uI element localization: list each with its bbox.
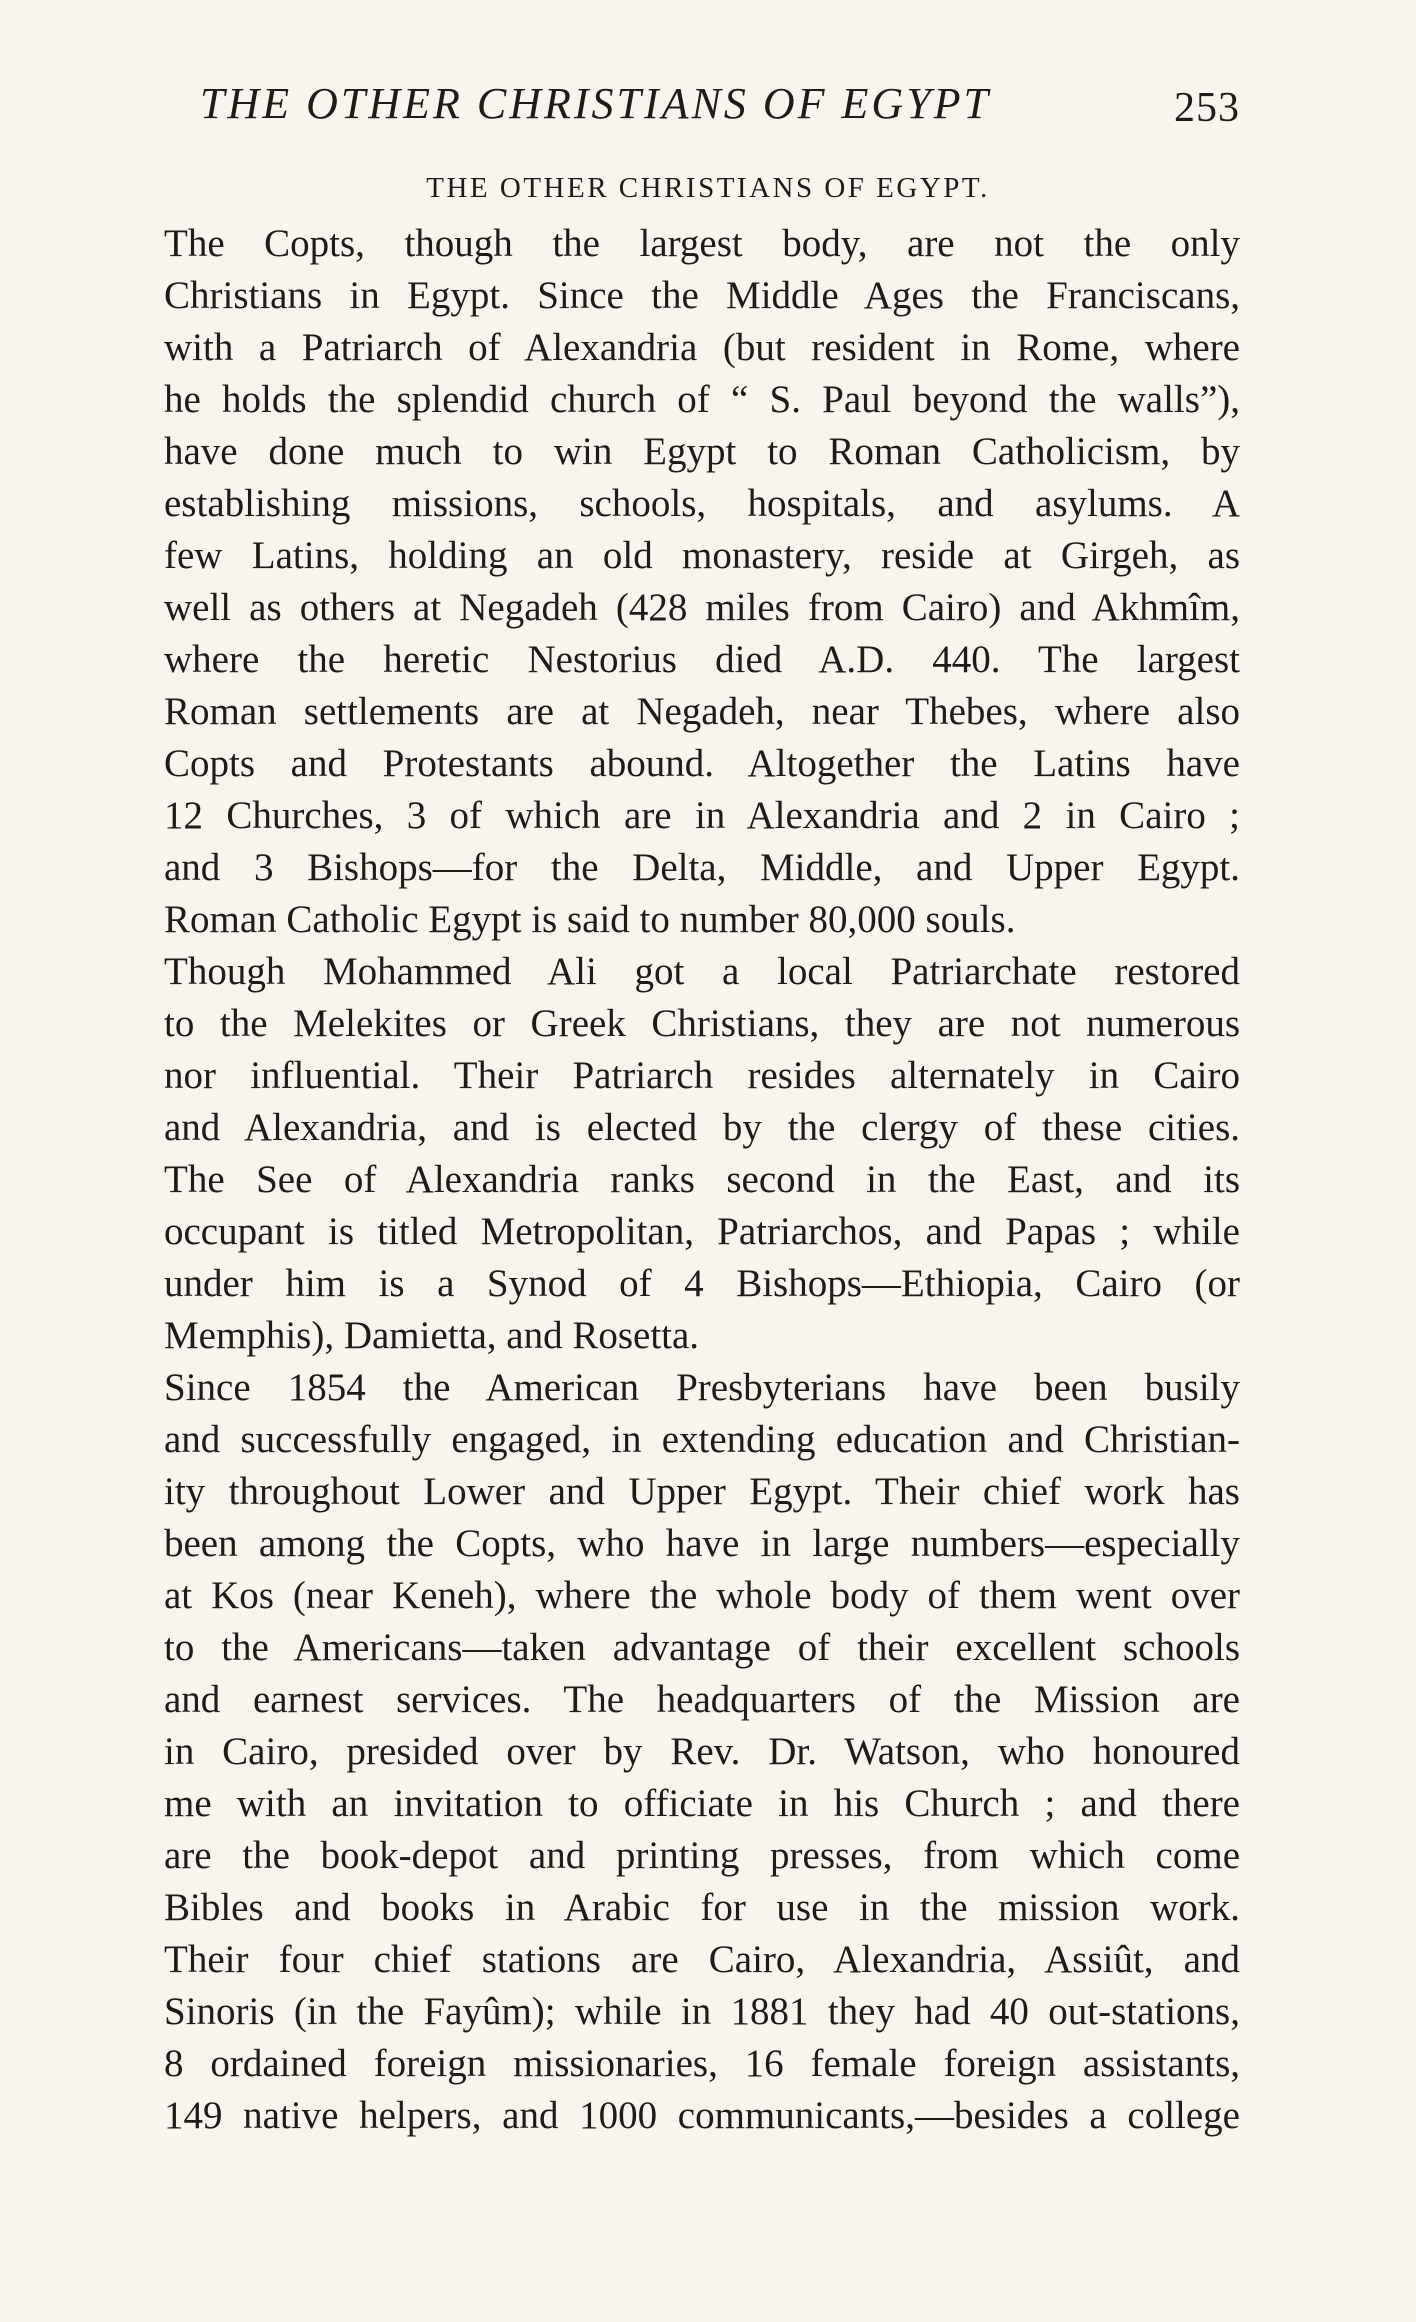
text-line: Roman Catholic Egypt is said to number 80,000 souls. xyxy=(164,898,1016,941)
paragraph-presbyterians xyxy=(80,1362,1240,2142)
text-line: Their four chief stations are Cairo, Alexandria, Assiût, and xyxy=(164,1938,1240,1981)
text-line: and Alexandria, and is elected by the clergy of these cities. xyxy=(164,1106,1240,1149)
text-line: with a Patriarch of Alexandria (but resident in Rome, where xyxy=(164,326,1240,369)
text-line: The Copts, though the largest body, are not the only xyxy=(164,222,1240,265)
text-line: me with an invitation to officiate in his Church ; and there xyxy=(164,1782,1240,1825)
text-line: and 3 Bishops—for the Delta, Middle, and Upper Egypt. xyxy=(164,846,1240,889)
text-line: in Cairo, presided over by Rev. Dr. Watson, who honoured xyxy=(164,1730,1240,1773)
text-line: 149 native helpers, and 1000 communicants,—besides a college xyxy=(164,2094,1240,2137)
text-line: Bibles and books in Arabic for use in the mission work. xyxy=(164,1886,1240,1929)
text-line: Christians in Egypt. Since the Middle Ages the Franciscans, xyxy=(164,274,1240,317)
text-line: are the book-depot and printing presses, from which come xyxy=(164,1834,1240,1877)
paragraph-melekites xyxy=(80,946,1240,1362)
text-line: Sinoris (in the Fayûm); while in 1881 they had 40 out-stations, xyxy=(164,1990,1240,2033)
text-line: The See of Alexandria ranks second in the East, and its xyxy=(164,1158,1240,1201)
text-line: well as others at Negadeh (428 miles from Cairo) and Akhmîm, xyxy=(164,586,1240,629)
text-line: Roman settlements are at Negadeh, near Thebes, where also xyxy=(164,690,1240,733)
text-line: been among the Copts, who have in large numbers—especially xyxy=(164,1522,1240,1565)
text-line: Memphis), Damietta, and Rosetta. xyxy=(164,1314,700,1357)
body-text xyxy=(80,218,1240,2142)
running-title: THE OTHER CHRISTIANS OF EGYPT xyxy=(200,79,992,128)
text-line: 12 Churches, 3 of which are in Alexandria and 2 in Cairo ; xyxy=(164,794,1240,837)
text-line: Copts and Protestants abound. Altogether the Latins have xyxy=(164,742,1240,785)
text-line: to the Melekites or Greek Christians, they are not numerous xyxy=(164,1002,1240,1045)
text-line: and earnest services. The headquarters of the Mission are xyxy=(164,1678,1240,1721)
text-line: few Latins, holding an old monastery, reside at Girgeh, as xyxy=(164,534,1240,577)
paragraph-latins xyxy=(80,218,1240,946)
text-line: and successfully engaged, in extending education and Christian- xyxy=(164,1418,1240,1461)
text-line: occupant is titled Metropolitan, Patriarchos, and Papas ; while xyxy=(164,1210,1240,1253)
running-head xyxy=(200,72,1240,136)
text-line: have done much to win Egypt to Roman Catholicism, by xyxy=(164,430,1240,473)
text-line: at Kos (near Keneh), where the whole body of them went over xyxy=(164,1574,1240,1617)
text-line: ity throughout Lower and Upper Egypt. Their chief work has xyxy=(164,1470,1240,1513)
page-number: 253 xyxy=(1174,85,1240,131)
text-line: he holds the splendid church of “ S. Paul beyond the walls”), xyxy=(164,378,1240,421)
text-line: under him is a Synod of 4 Bishops—Ethiopia, Cairo (or xyxy=(164,1262,1240,1305)
text-line: Since 1854 the American Presbyterians have been busily xyxy=(164,1366,1240,1409)
text-line: where the heretic Nestorius died A.D. 440. The largest xyxy=(164,638,1240,681)
text-line: 8 ordained foreign missionaries, 16 female foreign assistants, xyxy=(164,2042,1240,2085)
text-line: establishing missions, schools, hospitals, and asylums. A xyxy=(164,482,1240,525)
text-line: to the Americans—taken advantage of their excellent schools xyxy=(164,1626,1240,1669)
text-line: Though Mohammed Ali got a local Patriarchate restored xyxy=(164,950,1240,993)
text-line: nor influential. Their Patriarch resides alternately in Cairo xyxy=(164,1054,1240,1097)
section-heading: THE OTHER CHRISTIANS OF EGYPT. xyxy=(426,172,990,204)
